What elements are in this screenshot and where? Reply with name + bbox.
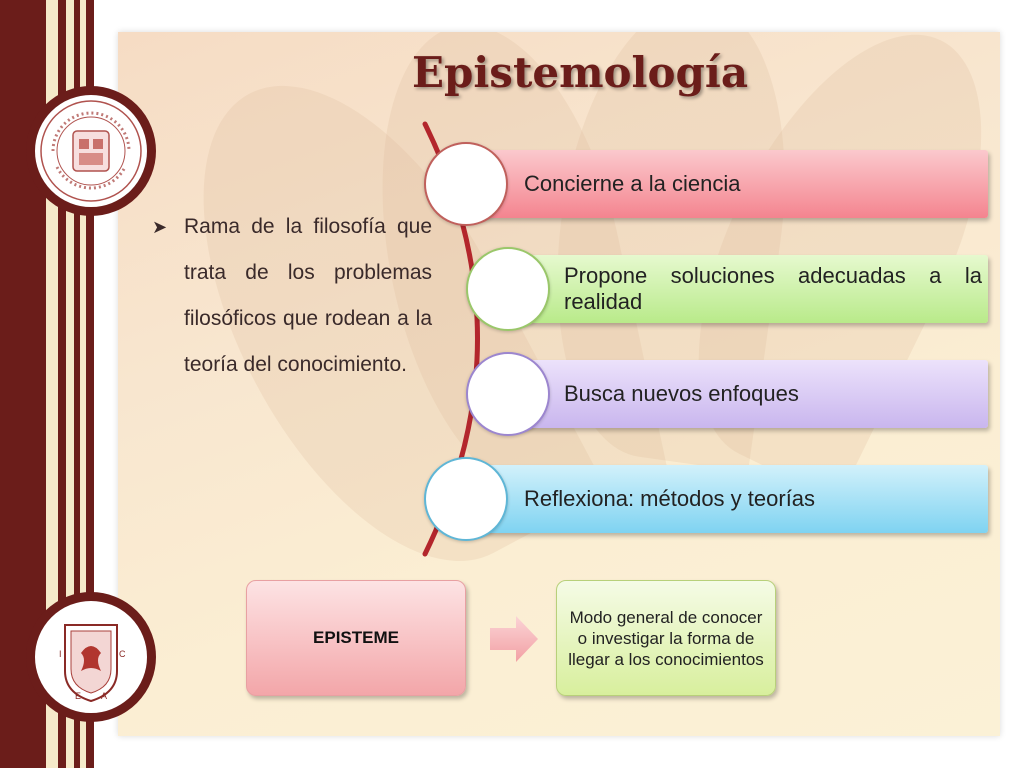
list-item-2 [510,255,988,323]
list-item-1 [466,150,988,218]
list-item-4-circle [424,457,508,541]
list-item-3-label: Busca nuevos enfoques [564,381,799,406]
list-item-2-label: Propone soluciones adecuadas a la realidad [564,263,982,314]
svg-text:E: E [75,691,82,701]
slide-title: Epistemología [411,48,749,97]
list-item-2-circle [466,247,550,331]
episteme-box [246,580,466,696]
svg-text:A: A [101,691,108,701]
list-item-3-circle [466,352,550,436]
episteme-label: EPISTEME [313,628,399,647]
bullet-text: Rama de la filosofía que trata de los problemas filosóficos que rodean a la teoría del conocimiento. [184,215,432,376]
svg-text:I: I [59,649,62,659]
list-item-4 [466,465,988,533]
right-arrow-icon [488,614,540,664]
university-seal-icon [35,95,147,207]
definition-label: Modo general de conocer o investigar la forma de llegar a los conocimientos [568,607,764,669]
definition-box [556,580,776,696]
icea-seal-logo [26,592,156,722]
svg-text:C: C [119,649,126,659]
icea-seal-icon [35,601,147,713]
list-item-4-label: Reflexiona: métodos y teorías [524,486,816,511]
arrow-bullet-icon: ➤ [152,217,168,237]
list-item-1-circle [424,142,508,226]
list-item-3 [510,360,988,428]
university-seal-logo [26,86,156,216]
list-item-1-label: Concierne a la ciencia [524,171,741,196]
